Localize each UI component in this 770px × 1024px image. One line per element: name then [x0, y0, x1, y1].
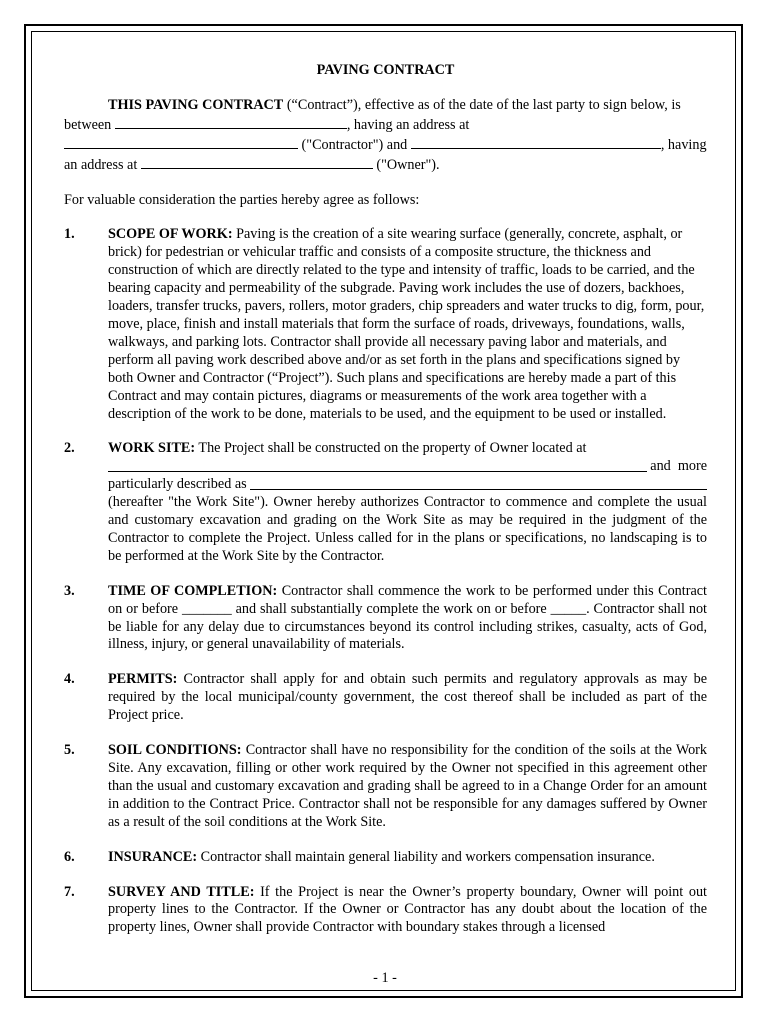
page-number: - 1 -: [373, 970, 397, 986]
blank-work-site-description[interactable]: [250, 476, 707, 490]
blank-owner-address[interactable]: [141, 155, 373, 169]
section-soil-conditions: [64, 742, 707, 832]
section-label: PERMITS:: [108, 671, 178, 688]
section-label: INSURANCE:: [108, 848, 198, 865]
work-site-location-line: [108, 458, 707, 476]
section-text: The Project shall be constructed on the property of Owner located at: [195, 440, 587, 457]
intro-text-3: ("Contractor") and: [298, 136, 411, 153]
section-number: 7.: [64, 883, 75, 900]
section-label: SOIL CONDITIONS:: [108, 742, 242, 759]
section-permits: [64, 671, 707, 725]
section-body: [108, 671, 707, 725]
section-text: Contractor shall commence the work to be performed under this Contract on or before _______ and shall substantially complete the work on or before _____. Contractor shall not be liable for any delay due to circumstances beyond its control including strikes, casualty, acts of God, illness, injury, or general unavailability of materials.: [108, 582, 707, 653]
intro-text-1: (“Contract”), effective as of the date of the last party to sign below, is between: [64, 96, 681, 133]
consideration-text: For valuable consideration the parties hereby agree as follows:: [64, 191, 420, 208]
section-body: [108, 583, 707, 655]
blank-party-2[interactable]: [411, 135, 661, 149]
intro-text-5: ("Owner").: [372, 156, 440, 173]
work-site-rest-text: (hereafter "the Work Site"). Owner hereby authorizes Contractor to commence and complete the usual and customary excavation and grading on the Work Site as may be required in the judgment of the Contractor to complete the Project. Unless called for in the plans or specifications, no landscaping is to be performed at the Work Site by the Contractor.: [108, 494, 707, 564]
intro-text-4: , having an address at: [64, 136, 707, 173]
described-as-text: particularly described as: [108, 476, 251, 493]
section-text: Paving is the creation of a site wearing surface (generally, concrete, asphalt, or brick) for pedestrian or vehicular traffic and consists of a composite structure, the thickness and construction of which are directly related to the type and intensity of traffic, loads to be carried, and the bearing capacity and permeability of the subgrade. Paving work includes the use of dozers, backhoes, loaders, transfer trucks, pavers, rollers, motor graders, chip spreaders and water trucks to dig, form, pour, move, place, finish and install materials that form the surface of roads, driveways, foundations, walls, walkways, and parking lots. Contractor shall provide all necessary paving labor and materials, and perform all paving work described above and/or as set forth in the plans and specifications signed by both Owner and Contractor (“Project”). Such plans and specifications are hereby made a part of this Contract and may contain pictures, diagrams or measurements of the work area together with a description of the work to be done, materials to be used, and the equipment to be used or installed.: [108, 226, 705, 422]
intro-bold-lead: THIS PAVING CONTRACT: [108, 96, 284, 113]
and-more-text: and more: [646, 458, 707, 475]
section-body: [108, 849, 707, 867]
section-number: 4.: [64, 671, 75, 688]
section-survey-and-title: [64, 884, 707, 938]
section-text: If the Project is near the Owner’s property boundary, Owner will point out property lines to the Contractor. If the Owner or Contractor has any doubt about the location of the property lines, Owner shall provide Contractor with boundary stakes through a licensed: [108, 883, 707, 936]
section-text: Contractor shall apply for and obtain such permits and regulatory approvals as may be required by the local municipal/county government, the cost thereof shall be included as part of the Project price.: [108, 671, 707, 724]
section-label: SURVEY AND TITLE:: [108, 883, 255, 900]
blank-party-1[interactable]: [115, 115, 347, 129]
section-work-site: [64, 440, 707, 565]
intro-paragraph: [64, 97, 707, 175]
section-insurance: [64, 849, 707, 867]
section-label: SCOPE OF WORK:: [108, 226, 233, 243]
section-body: [108, 884, 707, 938]
section-label: WORK SITE:: [108, 440, 196, 457]
blank-contractor[interactable]: [64, 135, 298, 149]
section-number: 1.: [64, 226, 75, 243]
section-body: [108, 440, 707, 565]
section-number: 5.: [64, 742, 75, 759]
blank-work-site-location[interactable]: [108, 458, 647, 472]
section-time-of-completion: [64, 583, 707, 655]
section-number: 3.: [64, 582, 75, 599]
section-body: [108, 742, 707, 832]
section-text: Contractor shall maintain general liability and workers compensation insurance.: [197, 848, 655, 865]
section-text: Contractor shall have no responsibility for the condition of the soils at the Work Site. Any excavation, filling or other work required by the Owner not specified in this agreement other than the usual and customary excavation and grading shall be agreed to in a Change Order for an amount in addition to the Contract Price. Contractor shall not be responsible for any damages suffered by Owner as a result of the soil conditions at the Work Site.: [108, 742, 707, 830]
section-label: TIME OF COMPLETION:: [108, 582, 278, 599]
section-number: 2.: [64, 440, 75, 457]
work-site-description-line: [108, 476, 707, 494]
section-scope-of-work: [64, 226, 707, 423]
document-title: PAVING CONTRACT: [316, 62, 455, 78]
intro-text-2: , having an address at: [346, 116, 470, 133]
section-body: [108, 226, 707, 423]
section-number: 6.: [64, 848, 75, 865]
document-page: [64, 62, 707, 954]
